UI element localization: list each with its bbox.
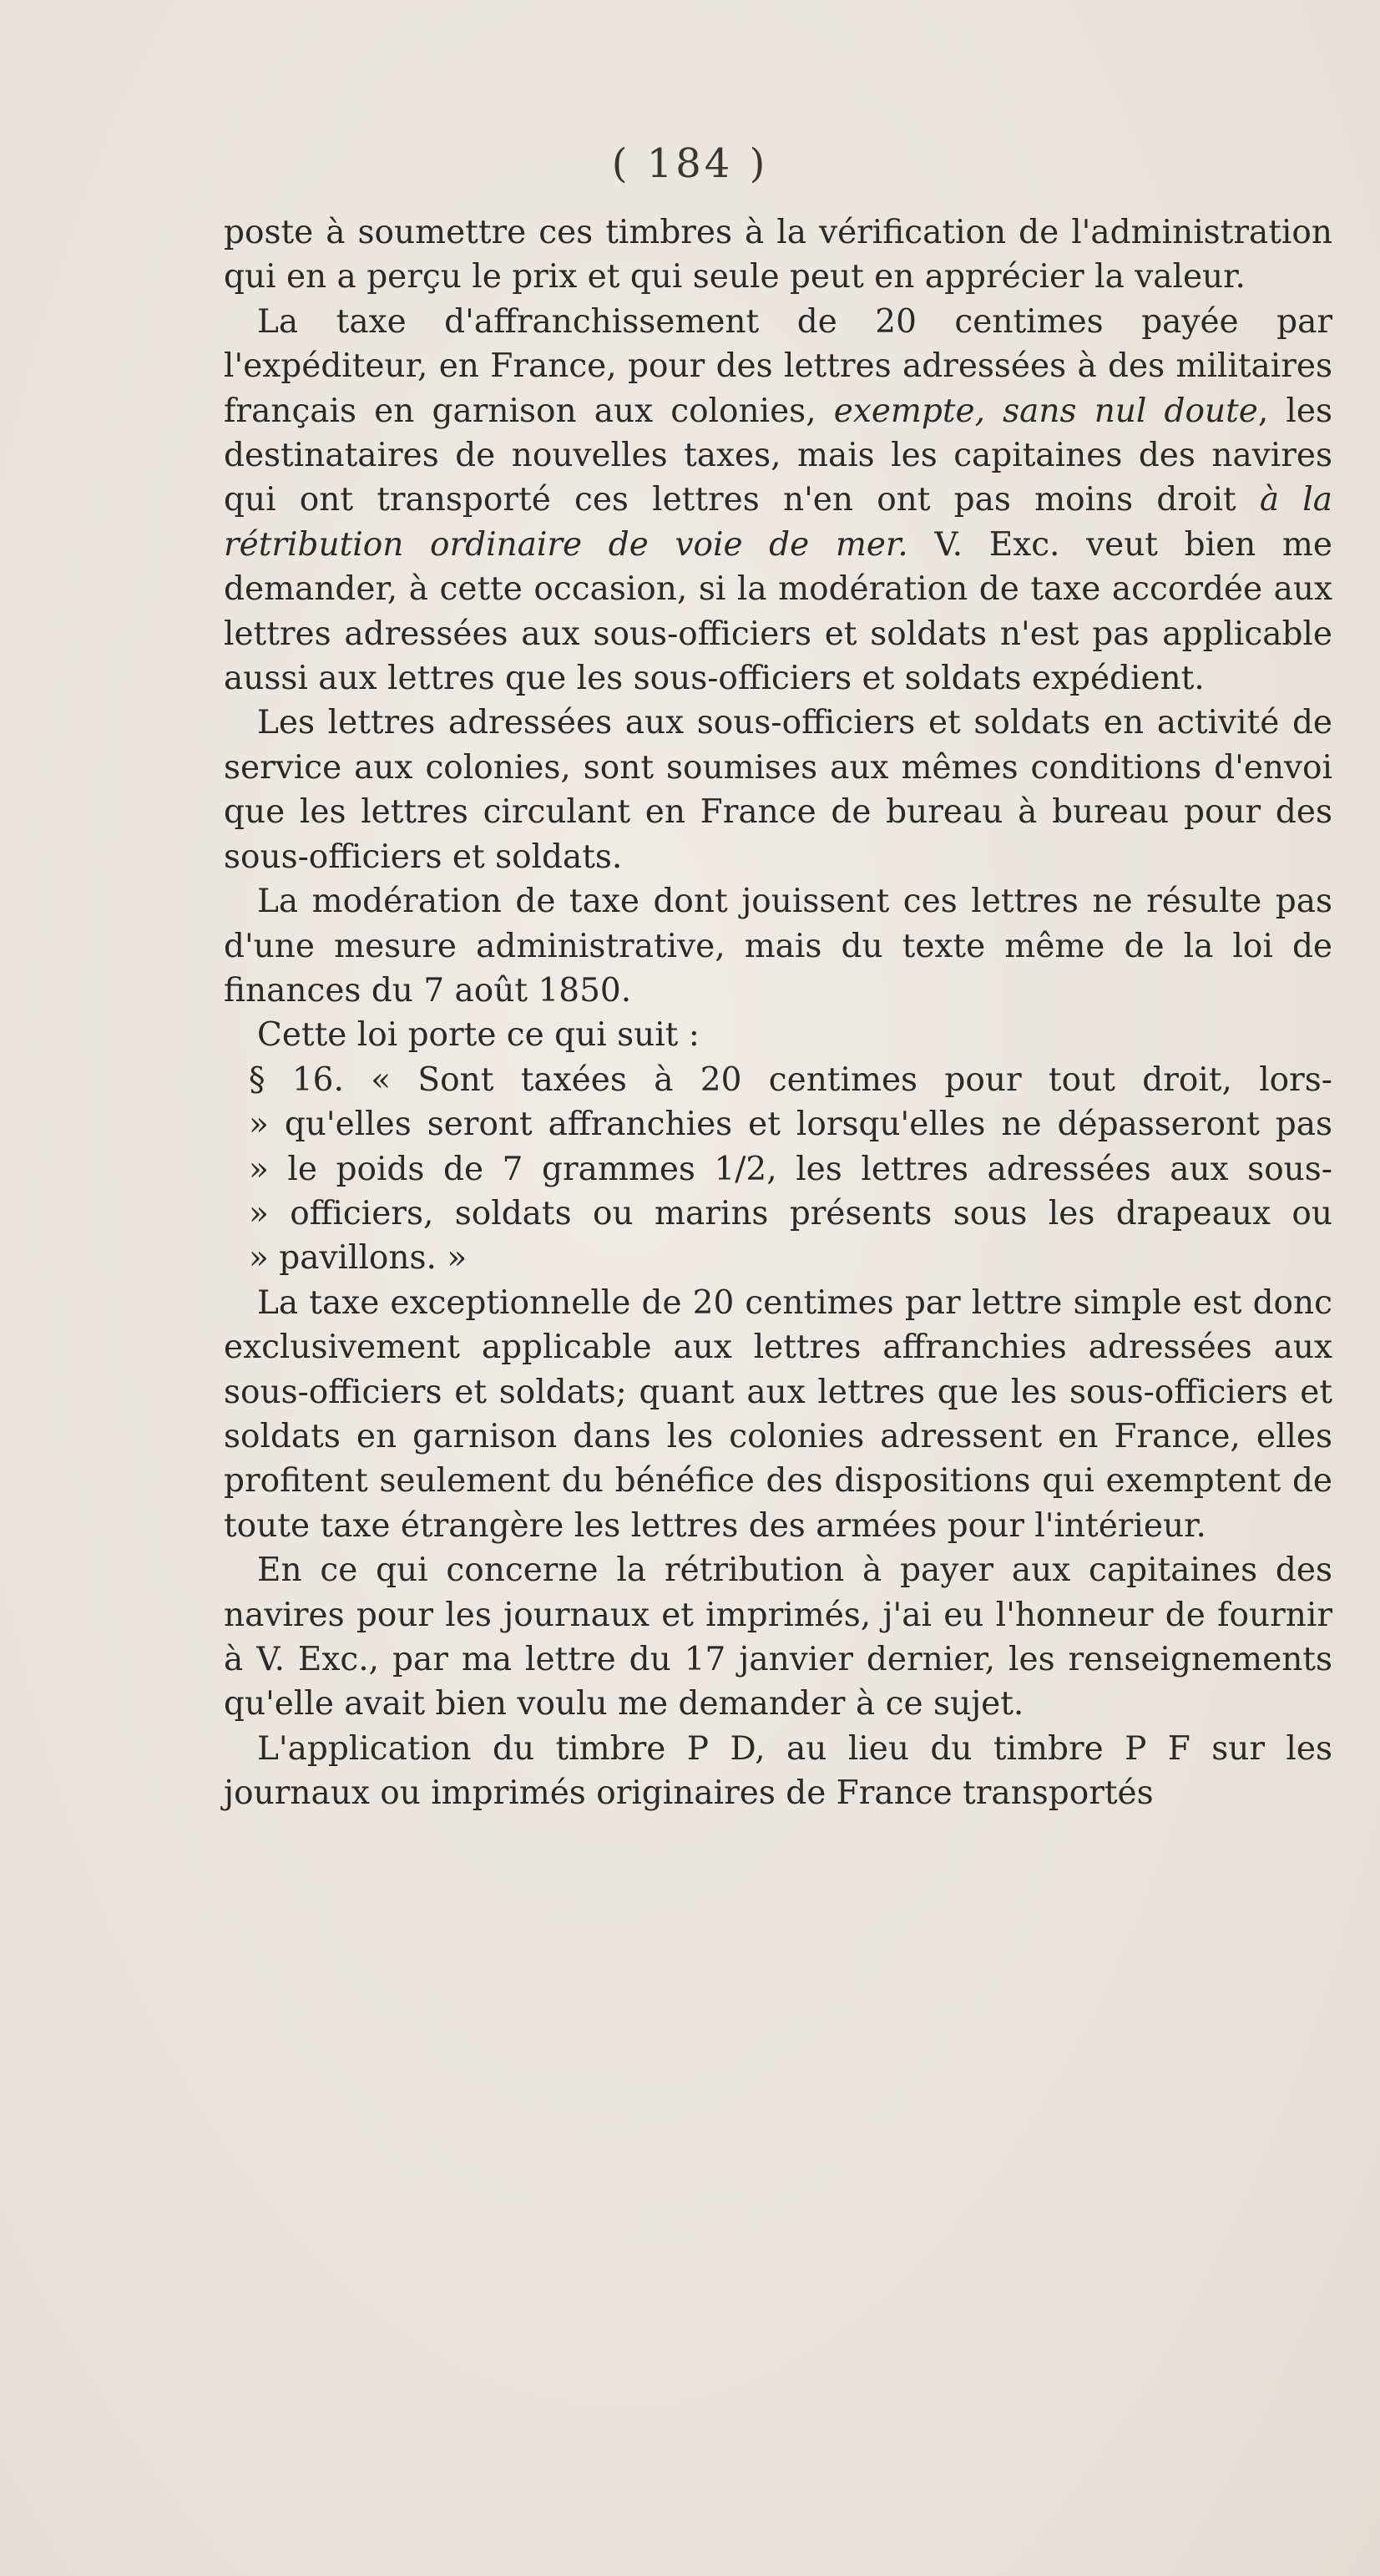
quote-line-4: » officiers, soldats ou marins présents sous les drapeaux ou xyxy=(249,1194,1332,1232)
body-text xyxy=(224,210,1332,1816)
quote-line-3: » le poids de 7 grammes 1/2, les lettres adressées aux sous- xyxy=(249,1150,1332,1188)
paragraph-2-part-c: V. Exc. veut bien me demander, à cette occasion, si la modération de taxe accordée aux lettres adressées aux sous-officiers et soldats n'est pas applicable aussi aux lettres que les sous-officiers et soldats expédient. xyxy=(224,525,1332,698)
paragraph-2-italic-1: exempte, sans nul doute xyxy=(833,392,1258,430)
paragraph-1: poste à soumettre ces timbres à la vérification de l'administration qui en a perçu le prix et qui seule peut en apprécier la valeur. xyxy=(224,214,1332,296)
law-quote xyxy=(224,1058,1332,1281)
paragraph-2-part-a: La taxe d'affranchissement de 20 centimes payée par l'expéditeur, en France, pour des lettres adressées à des militaires français en garnison aux colonies, xyxy=(224,302,1332,430)
quote-line-2: » qu'elles seront affranchies et lorsqu'elles ne dépasseront pas xyxy=(249,1106,1332,1144)
paragraph-4: La modération de taxe dont jouissent ces lettres ne résulte pas d'une mesure administrative, mais du texte même de la loi de finances du 7 août 1850. xyxy=(224,883,1332,1010)
paragraph-5: Cette loi porte ce qui suit : xyxy=(257,1016,700,1055)
paragraph-3: Les lettres adressées aux sous-officiers et soldats en activité de service aux colonies, sont soumises aux mêmes conditions d'envoi que les lettres circulant en France de bureau à bureau pour des sous-officiers et soldats. xyxy=(224,704,1332,876)
paragraph-2-part-b: , les destinataires de nouvelles taxes, mais les capitaines des navires qui ont transporté ces lettres n'en ont pas moins droit xyxy=(224,392,1332,519)
paragraph-8: L'application du timbre P D, au lieu du timbre P F sur les journaux ou imprimés originaires de France transportés xyxy=(224,1729,1332,1813)
paragraph-2 xyxy=(224,300,1332,701)
paragraph-2-italic-2: à la rétribution ordinaire de voie de mer. xyxy=(224,481,1333,564)
page-number: ( 184 ) xyxy=(611,140,769,187)
paragraph-7: En ce qui concerne la rétribution à payer aux capitaines des navires pour les journaux et imprimés, j'ai eu l'honneur de fournir à V. Exc., par ma lettre du 17 janvier dernier, les renseignements qu'elle avait bien voulu me demander à ce sujet. xyxy=(224,1551,1332,1723)
quote-line-1: § 16. « Sont taxées à 20 centimes pour tout droit, lors- xyxy=(249,1060,1332,1099)
quote-line-5: » pavillons. » xyxy=(249,1239,468,1278)
paragraph-6: La taxe exceptionnelle de 20 centimes par lettre simple est donc exclusivement applicable aux lettres affranchies adressées aux sous-officiers et soldats; quant aux lettres que les sous-officiers et soldats en garnison dans les colonies adressent en France, elles profitent seulement du bénéfice des dispositions qui exemptent de toute taxe étrangère les lettres des armées pour l'intérieur. xyxy=(224,1283,1332,1545)
